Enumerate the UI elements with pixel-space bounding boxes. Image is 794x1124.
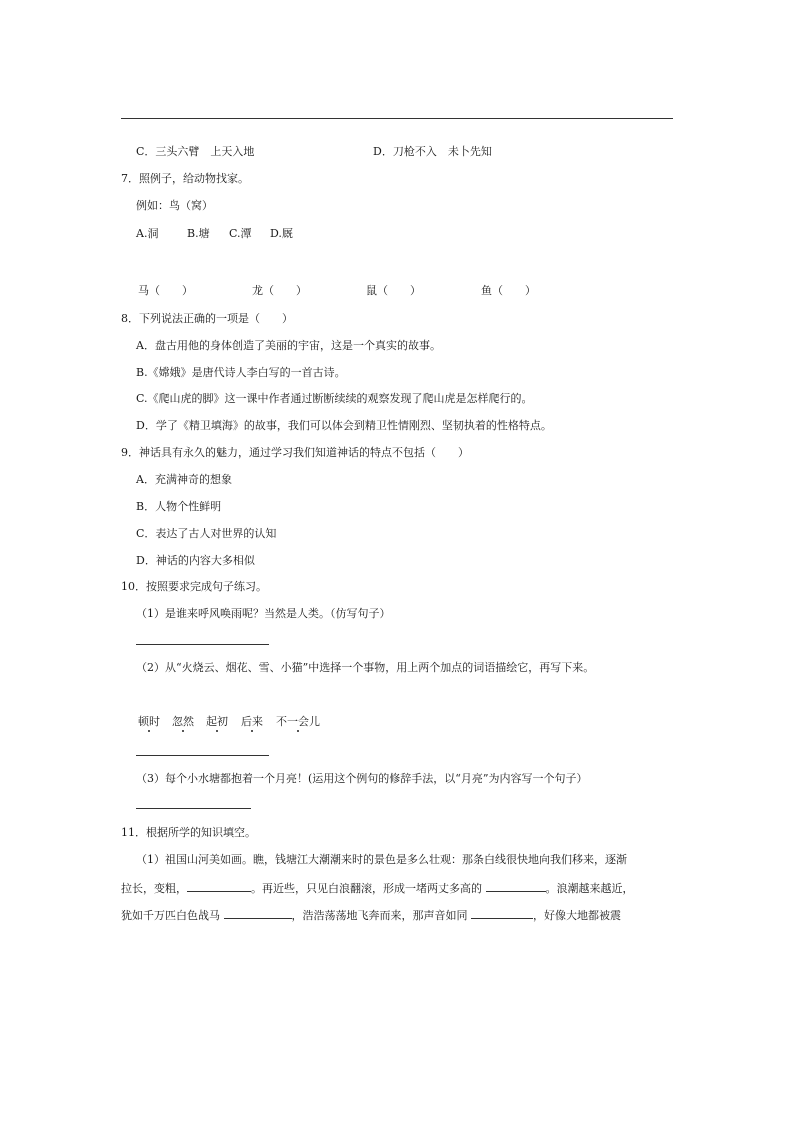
- header-rule: [121, 118, 673, 119]
- q9-stem: 9．神话具有永久的魅力，通过学习我们知道神话的特点不包括（ ）: [121, 446, 469, 459]
- q11-blank-4[interactable]: [471, 907, 533, 919]
- q10-sub3-answer-line[interactable]: [136, 808, 251, 809]
- q8-option-a: A．盘古用他的身体创造了美丽的宇宙，这是一个真实的故事。: [136, 339, 441, 352]
- q6-option-d: D．刀枪不入 未卜先知: [373, 145, 492, 158]
- q7-blank-mouse: 鼠（ ）: [366, 284, 421, 297]
- q11-blank-2[interactable]: [486, 880, 546, 892]
- q7-example: 例如：鸟（窝）: [136, 199, 213, 212]
- q9-option-b: B．人物个性鲜明: [136, 500, 222, 513]
- q7-option-b: B.塘: [187, 227, 210, 240]
- q10-sub1-answer-line[interactable]: [136, 644, 269, 645]
- q10-stem: 10．按照要求完成句子练习。: [121, 580, 267, 593]
- q8-option-b: B.《嫦娥》是唐代诗人李白写的一首古诗。: [136, 366, 346, 379]
- q7-option-c: C.潭: [229, 227, 252, 240]
- q7-option-d: D.厩: [270, 227, 293, 240]
- q10-sub3: （3）每个小水塘都抱着一个月亮！(运用这个例句的修辞手法，以“月亮”为内容写一个句子）: [136, 772, 588, 785]
- q11-blank-3[interactable]: [224, 907, 292, 919]
- q10-word-4: 后来: [241, 715, 263, 728]
- q10-word-3: 起初: [206, 715, 228, 728]
- q10-word-1: 顿时: [138, 715, 160, 728]
- q9-option-d: D．神话的内容大多相似: [136, 554, 255, 567]
- q8-stem: 8．下列说法正确的一项是（ ）: [121, 312, 293, 325]
- q10-word-2: 忽然: [172, 715, 194, 728]
- q9-option-a: A．充满神奇的想象: [136, 473, 232, 486]
- q10-word-5: 不一会儿: [276, 715, 320, 728]
- q8-option-d: D．学了《精卫填海》的故事，我们可以体会到精卫性情刚烈、坚韧执着的性格特点。: [136, 419, 552, 432]
- q11-line3: 犹如千万匹白色战马 ，浩浩荡荡地飞奔而来，那声音如同 ，好像大地都被震: [121, 909, 621, 922]
- q7-blank-horse: 马（ ）: [138, 284, 193, 297]
- q7-option-a: A.洞: [136, 227, 159, 240]
- q11-line1: （1）祖国山河美如画。瞧，钱塘江大潮潮来时的景色是多么壮观：那条白线很快地向我们移来，逐渐: [136, 853, 627, 866]
- q10-sub1: （1）是谁来呼风唤雨呢？当然是人类。（仿写句子）: [136, 607, 391, 620]
- q11-stem: 11．根据所学的知识填空。: [121, 826, 256, 839]
- q9-option-c: C．表达了古人对世界的认知: [136, 527, 277, 540]
- q10-sub2-answer-line[interactable]: [136, 755, 269, 756]
- q7-stem: 7．照例子，给动物找家。: [121, 172, 249, 185]
- q7-blank-fish: 鱼（ ）: [481, 284, 536, 297]
- q11-line2: 拉长，变粗， 。再近些，只见白浪翻滚，形成一堵两丈多高的 。浪潮越来越近，: [121, 882, 634, 895]
- q6-option-c: C．三头六臂 上天入地: [136, 145, 255, 158]
- q11-blank-1[interactable]: [187, 880, 251, 892]
- q7-blank-dragon: 龙（ ）: [252, 284, 307, 297]
- q8-option-c: C.《爬山虎的脚》这一课中作者通过断断续续的观察发现了爬山虎是怎样爬行的。: [136, 392, 533, 405]
- q10-sub2: （2）从“火烧云、烟花、雪、小猫”中选择一个事物，用上两个加点的词语描绘它，再写下来。: [136, 661, 595, 674]
